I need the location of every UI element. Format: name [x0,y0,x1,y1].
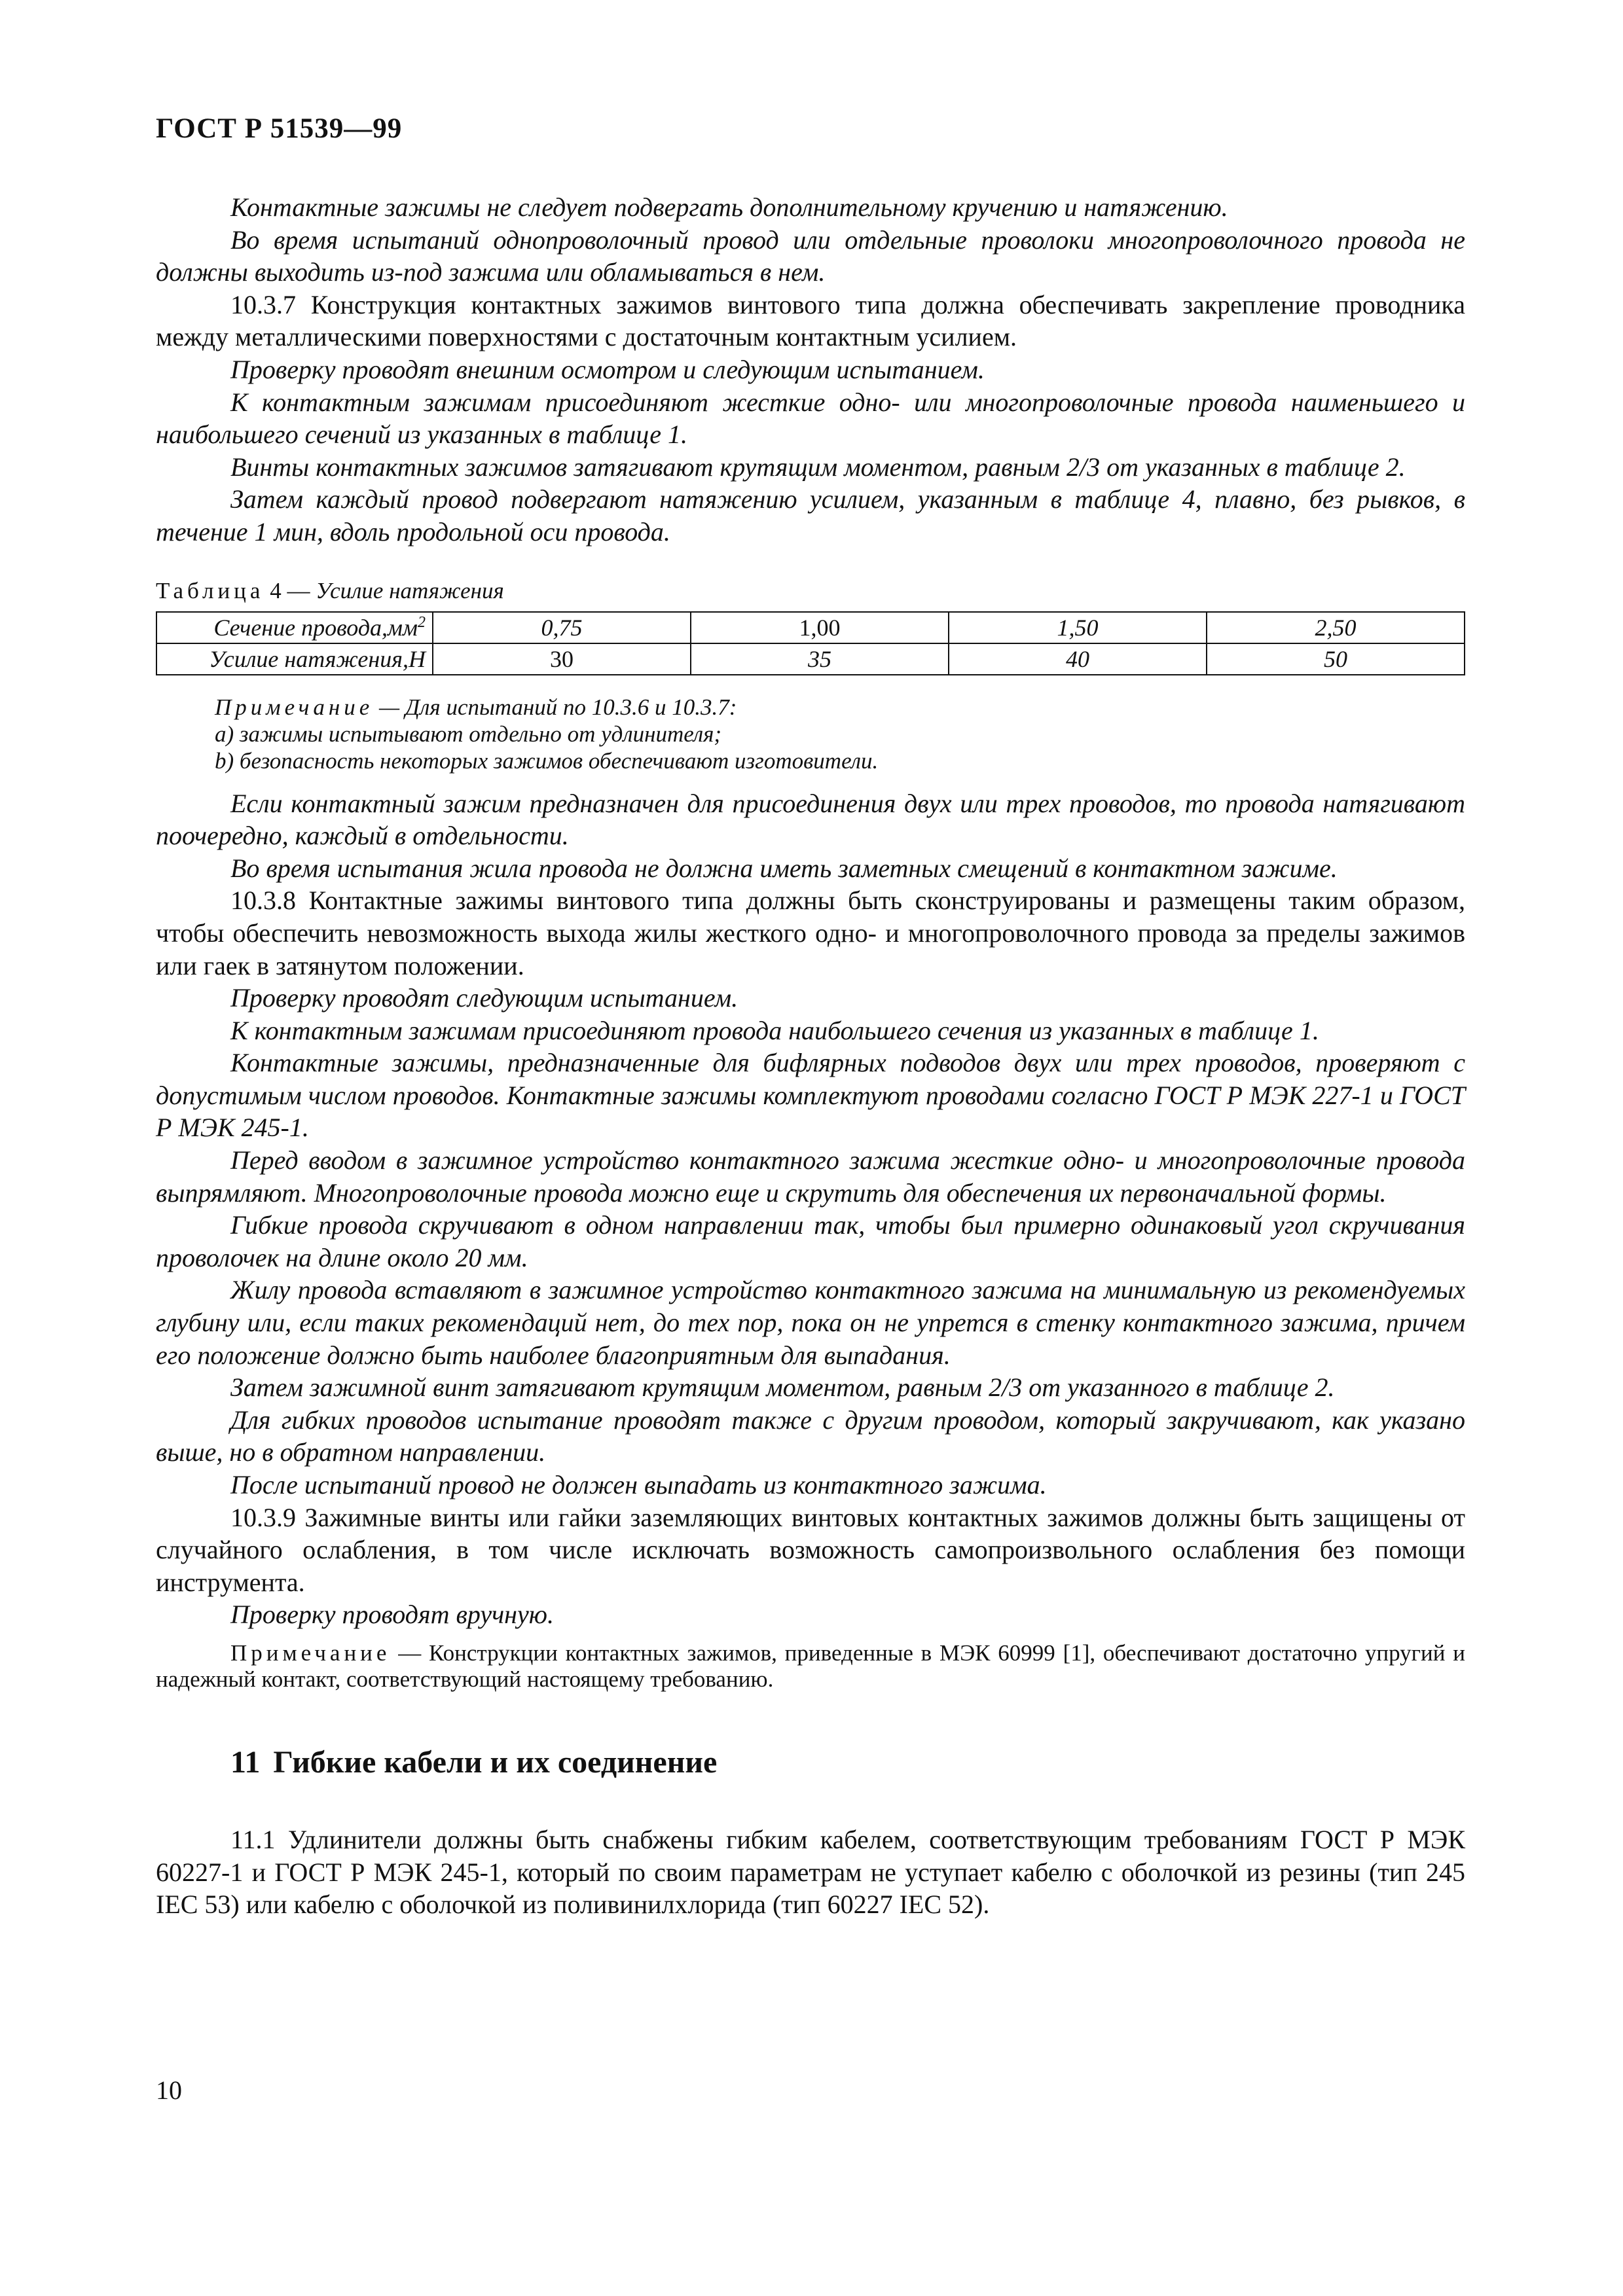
table-cell: 0,75 [433,612,691,643]
table-cell: 35 [691,643,949,675]
paragraph: Во время испытаний однопроволочный провод или отдельные проволоки многопроволочного провода не должны выходить из-под зажима или обламываться в нем. [156,224,1465,287]
paragraph: К контактным зажимам присоединяют жесткие одно- или многопроволочные провода наименьшего и наибольшего сечений из указанных в таблице 1. [156,387,1465,450]
table-cell: 2,50 [1207,612,1465,643]
table-row-header: Сечение $провода,мм^2$ [156,612,433,643]
note-2: Примечание — Конструкции контактных зажимов, приведенные в МЭК 60999 [1], обеспечивают достаточно упругий и надежный контакт, соответствующий настоящему требованию. [156,1640,1465,1692]
section-paragraph: 11.1 Удлинители должны быть снабжены гибким кабелем, соответствующим требованиям ГОСТ Р МЭК 60227-1 и ГОСТ Р МЭК 245-1, который по своим параметрам не уступает кабелю с оболочкой из резины (тип 245 IEC 53) или кабелю с оболочкой из поливинилхлорида (тип 60227 IEC 52). [156,1824,1465,1920]
table-cell: 50 [1207,643,1465,675]
document-body [156,191,1465,1921]
paragraph: Если контактный зажим предназначен для присоединения двух или трех проводов, то провода натягивают поочередно, каждый в отдельности. [156,788,1465,851]
table-caption-label: Таблица [156,577,264,603]
paragraph: Гибкие провода скручивают в одном направлении так, чтобы был примерно одинаковый угол скручивания проволочек на длине около 20 мм. [156,1210,1465,1272]
paragraph: К контактным зажимам присоединяют провода наибольшего сечения из указанных в таблице 1. [230,1015,1319,1045]
note-item: a) зажимы испытывают отдельно от удлинителя; [215,721,722,747]
paragraph: Жилу провода вставляют в зажимное устройство контактного зажима на минимальную из рекомендуемых глубину или, если таких рекомендаций нет, до тех пор, пока он не упрется в стенку контактного зажима, причем его положение должно быть наиболее благоприятным для выпадания. [156,1275,1465,1370]
table-cell: 1,50 [949,612,1207,643]
section-heading: 11 Гибкие кабели и их соединение [230,1744,718,1780]
table-caption-number: 4 — [264,577,316,603]
page-number: 10 [156,2075,182,2105]
table-row [156,643,1465,675]
paragraph: Затем зажимной винт затягивают крутящим моментом, равным 2/3 от указанного в таблице 2. [230,1372,1335,1403]
table-cell: 40 [949,643,1207,675]
paragraph: После испытаний провод не должен выпадать из контактного зажима. [230,1470,1047,1499]
paragraph: Проверку проводят вручную. [230,1600,554,1630]
document-header: ГОСТ Р 51539—99 [156,113,403,144]
note-heading: Примечание — Для испытаний по 10.3.6 и 10.3.7: [215,694,737,720]
table-caption-title: Усилие натяжения [316,577,504,603]
paragraph: Контактные зажимы, предназначенные для бифлярных подводов двух или трех проводов, проверяют с допустимым числом проводов. Контактные зажимы комплектуют проводами согласно ГОСТ Р МЭК 227-1 и ГОСТ Р МЭК 245-1. [156,1048,1465,1143]
paragraph: Винты контактных зажимов затягивают крутящим моментом, равным 2/3 от указанных в таблице 2. [230,452,1406,482]
paragraph: Проверку проводят следующим испытанием. [230,983,739,1013]
paragraph: Затем каждый провод подвергают натяжению усилием, указанным в таблице 4, плавно, без рывков, в течение 1 мин, вдоль продольной оси провода. [156,484,1465,547]
table-row [156,612,1465,643]
paragraph: Проверку проводят внешним осмотром и следующим испытанием. [230,354,985,384]
paragraph-group-a [156,191,1465,548]
table-caption [156,577,1465,605]
note-item: b) безопасность некоторых зажимов обеспечивают изготовители. [215,747,879,774]
table-row-header: Усилие натяжения,Н [156,643,433,675]
paragraph: 10.3.8 Контактные зажимы винтового типа должны быть сконструированы и размещены таким образом, чтобы обеспечить невозможность выхода жилы жесткого одно- и многопроволочного провода за пределы зажимов или гаек в затянутом положении. [156,886,1465,980]
paragraph: Контактные зажимы не следует подвергать дополнительному кручению и натяжению. [230,192,1228,222]
paragraph: 10.3.7 Конструкция контактных зажимов винтового типа должна обеспечивать закрепление проводника между металлическими поверхностями с достаточным контактным усилием. [156,289,1465,352]
paragraph: Для гибких проводов испытание проводят также с другим проводом, который закручивают, как указано выше, но в обратном направлении. [156,1405,1465,1467]
paragraph: 10.3.9 Зажимные винты или гайки заземляющих винтовых контактных зажимов должны быть защищены от случайного ослабления, в том числе исключать возможность самопроизвольного ослабления без помощи инструмента. [156,1502,1465,1597]
force-table [156,611,1465,675]
paragraph-group-b [156,787,1465,1631]
paragraph: Перед вводом в зажимное устройство контактного зажима жесткие одно- и многопроволочные провода выпрямляют. Многопроволочные провода можно еще и скрутить для обеспечения их первоначальной формы. [156,1145,1465,1208]
paragraph: Во время испытания жила провода не должна иметь заметных смещений в контактном зажиме. [230,853,1338,883]
table-cell: 1,00 [691,612,949,643]
table-cell: 30 [433,643,691,675]
